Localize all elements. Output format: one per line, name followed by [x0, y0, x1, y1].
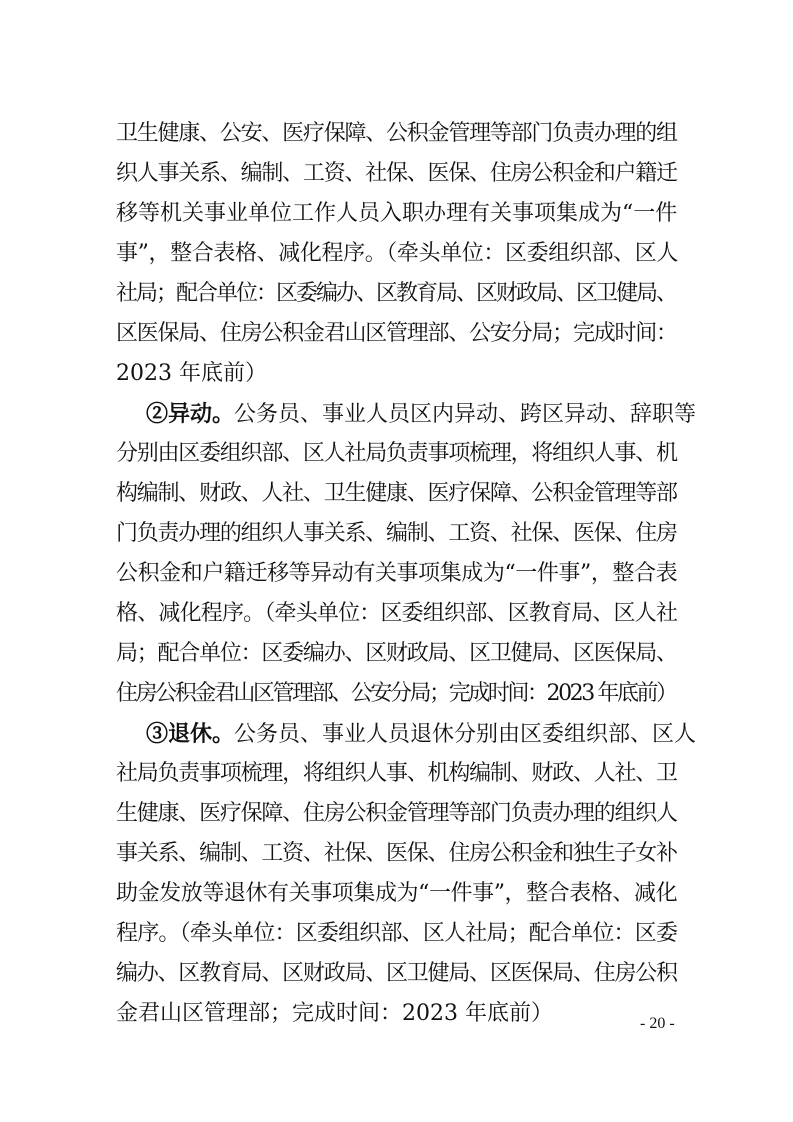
body-line: [0, 794, 793, 834]
line-text: 门负责办理的组织人事关系、编制、工资、社保、医保、住房: [116, 521, 677, 546]
body-line: [0, 354, 793, 394]
paragraph-heading-line: [0, 714, 793, 754]
body-line: [0, 474, 793, 514]
line-text: 助金发放等退休有关事项集成为“一件事”，整合表格、减化: [116, 881, 678, 906]
line-text: 区医保局、住房公积金君山区管理部、公安分局；完成时间：: [116, 321, 677, 346]
line-text: 公务员、事业人员退休分别由区委组织部、区人: [234, 722, 697, 747]
body-line: [0, 194, 793, 234]
paragraph-heading-line: [0, 394, 793, 434]
paragraph-lead-retirement: ③退休。: [146, 721, 235, 747]
body-line: [0, 154, 793, 194]
line-text: 公务员、事业人员区内异动、跨区异动、辞职等: [234, 402, 697, 427]
line-text: 移等机关事业单位工作人员入职办理有关事项集成为“一件: [116, 201, 678, 226]
body-line: [0, 234, 793, 274]
line-text: 构编制、财政、人社、卫生健康、医疗保障、公积金管理等部: [116, 481, 677, 506]
line-text: 社局负责事项梳理，将组织人事、机构编制、财政、人社、卫: [116, 761, 677, 786]
body-line: [0, 114, 793, 154]
body-line: [0, 874, 793, 914]
body-line: [0, 554, 793, 594]
body-line: [0, 954, 793, 994]
body-line: [0, 314, 793, 354]
line-text: 2023 年底前）: [116, 361, 267, 386]
page-number: - 20 -: [640, 1015, 675, 1032]
body-line: [0, 834, 793, 874]
line-text: 编办、区教育局、区财政局、区卫健局、区医保局、住房公积: [116, 961, 677, 986]
body-line: [0, 634, 793, 674]
line-text: 住房公积金君山区管理部、公安分局；完成时间：2023 年底前）: [116, 681, 676, 706]
line-text: 织人事关系、编制、工资、社保、医保、住房公积金和户籍迁: [116, 161, 677, 186]
line-text: 公积金和户籍迁移等异动有关事项集成为“一件事”，整合表: [116, 561, 678, 586]
line-text: 局；配合单位：区委编办、区财政局、区卫健局、区医保局、: [116, 641, 677, 666]
line-text: 事关系、编制、工资、社保、医保、住房公积金和独生子女补: [116, 841, 677, 866]
line-text: 卫生健康、公安、医疗保障、公积金管理等部门负责办理的组: [116, 121, 677, 146]
line-text: 程序。（牵头单位：区委组织部、区人社局；配合单位：区委: [116, 921, 678, 946]
line-text: 事”，整合表格、减化程序。（牵头单位：区委组织部、区人: [116, 241, 678, 266]
body-line: [0, 434, 793, 474]
body-line: [0, 274, 793, 314]
body-line: [0, 914, 793, 954]
paragraph-lead-transfer: ②异动。: [146, 401, 235, 427]
line-text: 社局；配合单位：区委编办、区教育局、区财政局、区卫健局、: [116, 281, 677, 306]
line-text: 分别由区委组织部、区人社局负责事项梳理，将组织人事、机: [116, 441, 677, 466]
body-line: [0, 514, 793, 554]
line-text: 生健康、医疗保障、住房公积金管理等部门负责办理的组织人: [116, 801, 677, 826]
line-text: 格、减化程序。（牵头单位：区委组织部、区教育局、区人社: [116, 601, 678, 626]
body-line: [0, 754, 793, 794]
body-line: [0, 674, 793, 714]
body-line: [0, 594, 793, 634]
line-text: 金君山区管理部；完成时间：2023 年底前）: [116, 1001, 553, 1026]
